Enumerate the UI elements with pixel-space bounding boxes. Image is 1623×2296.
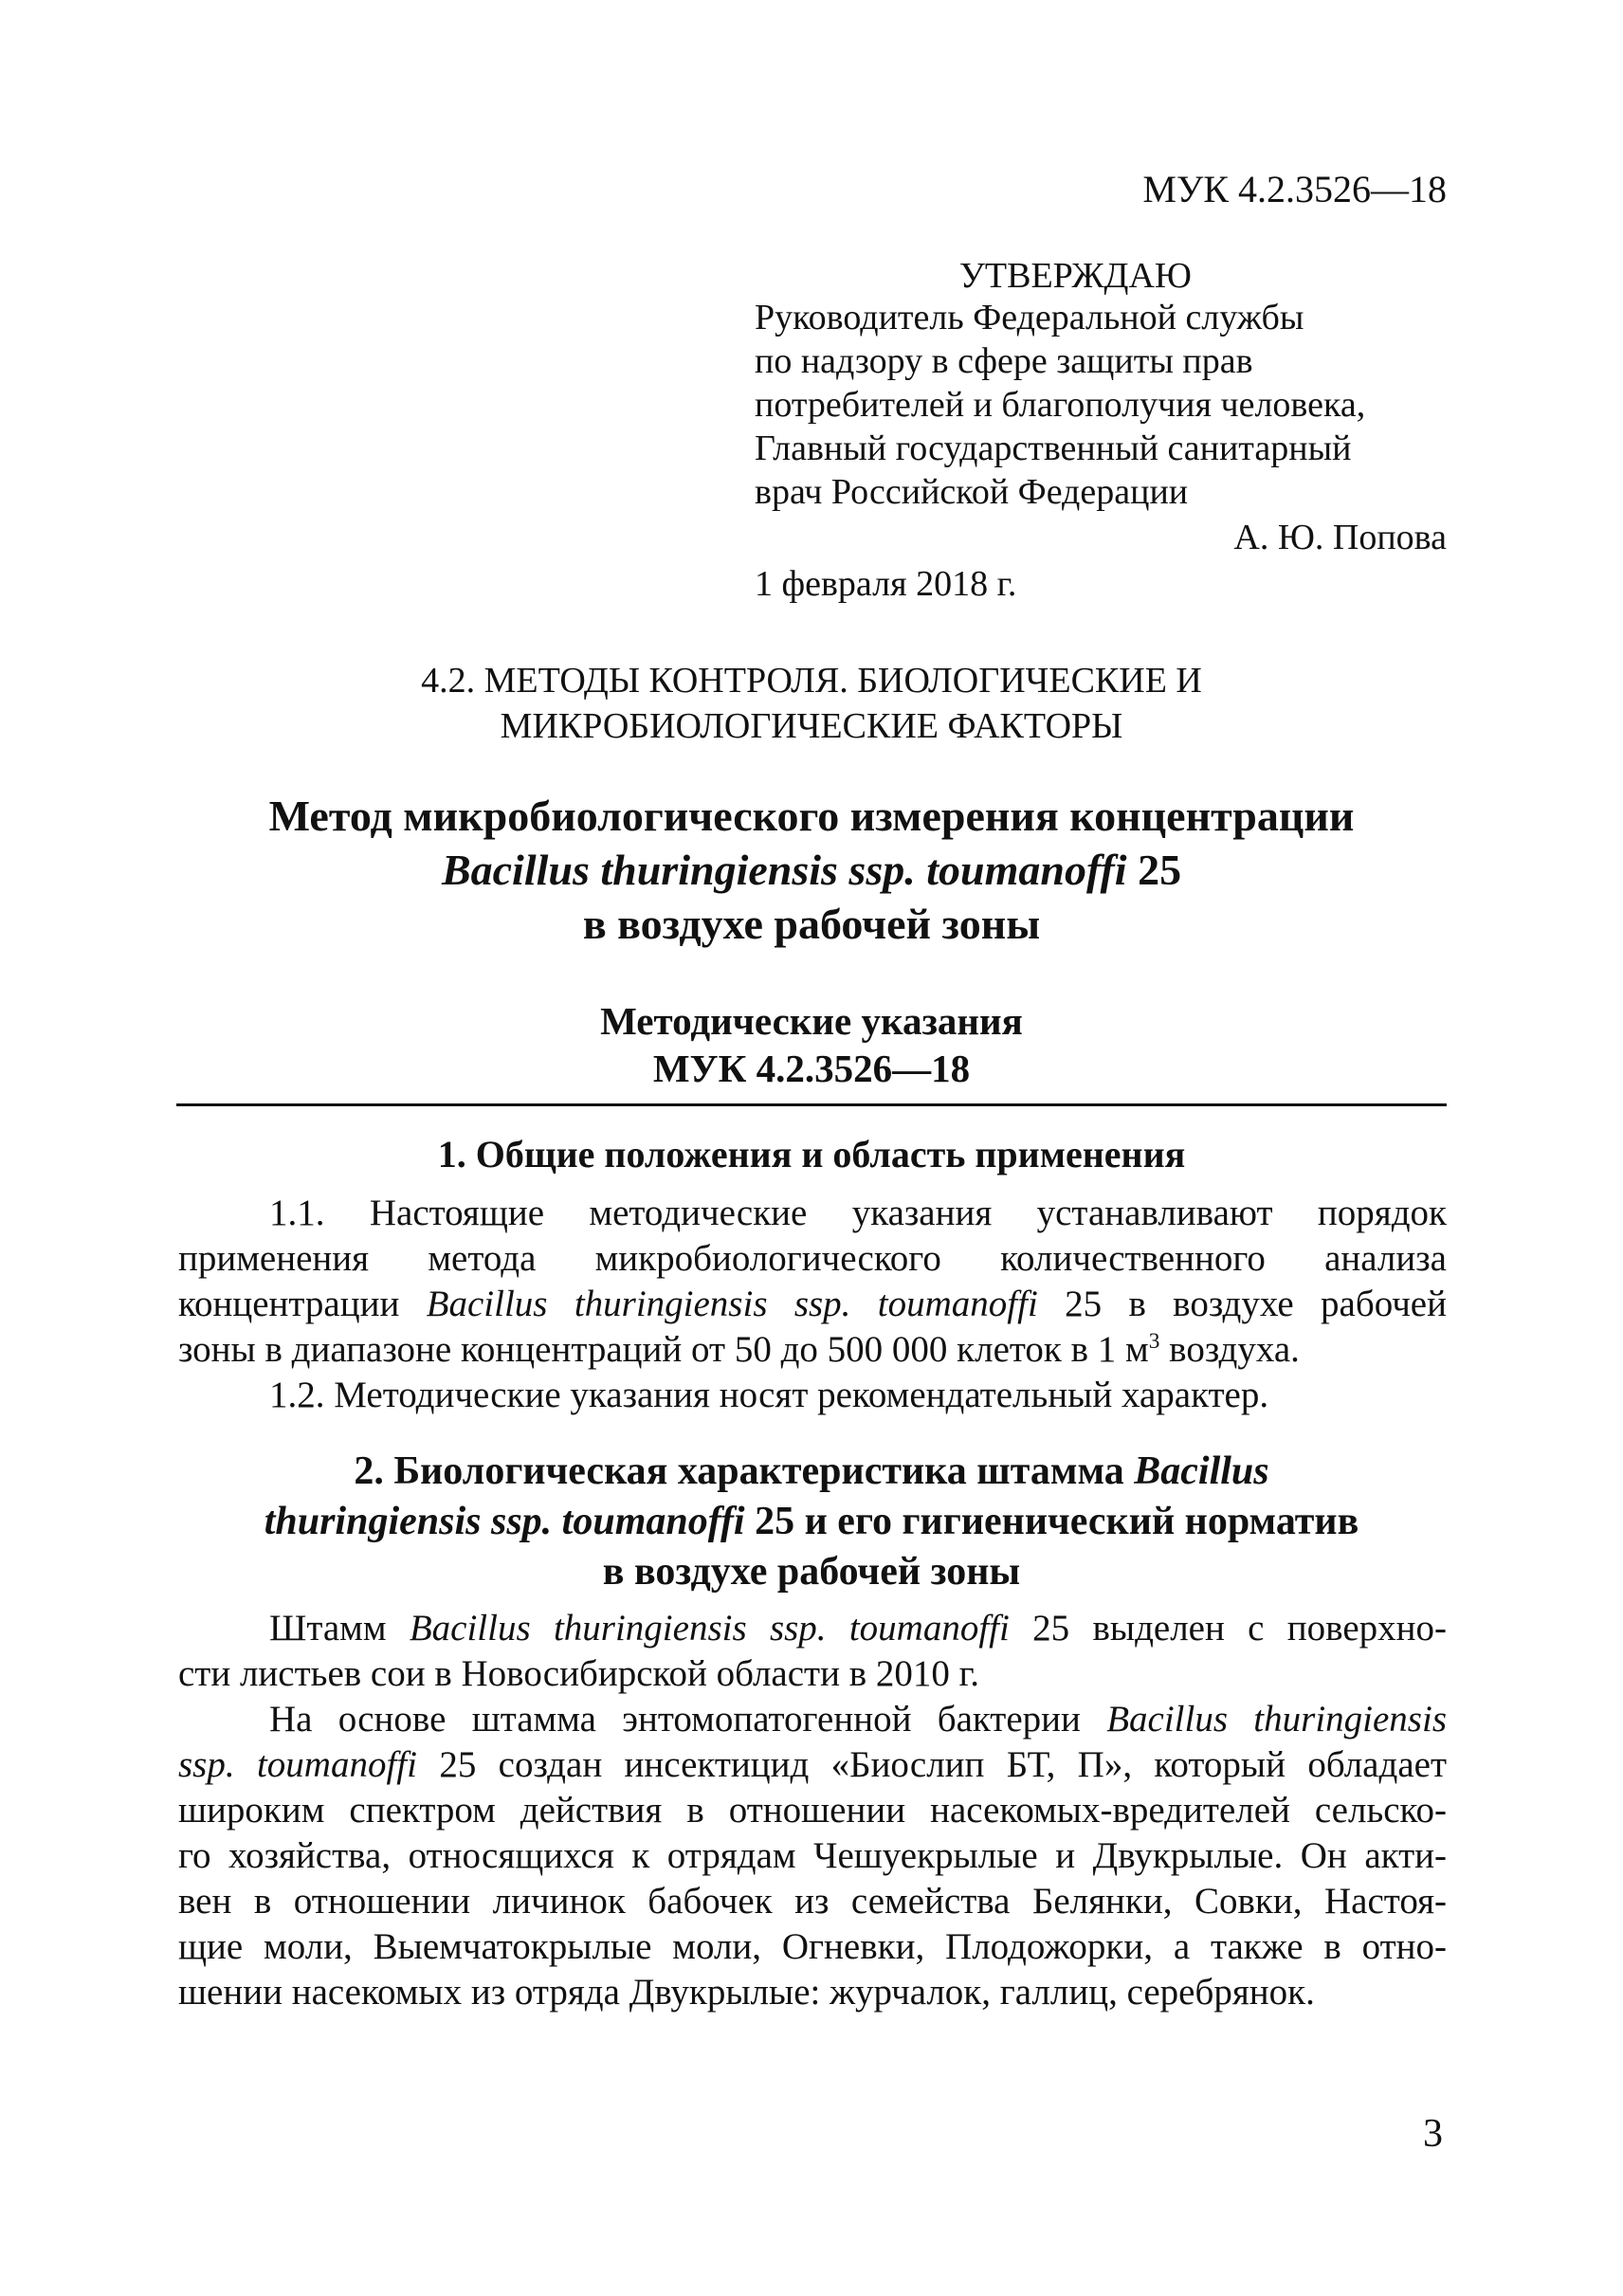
document-type: [161, 997, 1462, 1092]
heading-line: [161, 1497, 1462, 1547]
paragraph-line: применения метода микробиологического количественного анализа: [178, 1238, 1447, 1279]
approval-line: потребителей и благополучия человека,: [755, 385, 1366, 425]
paragraph-line: вен в отношении личинок бабочек из семейства Белянки, Совки, Настоя-: [178, 1881, 1447, 1922]
title-line: в воздухе рабочей зоны: [582, 900, 1041, 948]
approval-line: Руководитель Федеральной службы: [755, 298, 1304, 337]
approval-block: [755, 296, 1365, 514]
text-run: 25 выделен с поверхно-: [1009, 1608, 1447, 1649]
text-run: 2. Биологическая характеристика штамма: [354, 1449, 1135, 1493]
text-run: зоны в диапазоне концентраций от 50 до 500 000 клеток в 1 м: [178, 1329, 1149, 1370]
approval-line: Главный государственный санитарный: [755, 428, 1352, 468]
superscript: 3: [1148, 1329, 1160, 1354]
approval-line: врач Российской Федерации: [755, 472, 1189, 512]
text-run: воздуха.: [1159, 1329, 1300, 1370]
paragraph-line: 1.1. Настоящие методические указания устанавливают порядок: [269, 1193, 1447, 1233]
title-line: [161, 843, 1462, 897]
paragraph-line: шении насекомых из отряда Двукрылые: журчалок, галлиц, серебрянок.: [178, 1972, 1315, 2013]
heading-line: [161, 1447, 1462, 1497]
species-name: Bacillus thuringiensis ssp. toumanoffi: [409, 1608, 1010, 1649]
paragraph-line: [178, 1742, 1447, 1788]
paragraph-line: 1.2. Методические указания носят рекомендательный характер.: [269, 1375, 1269, 1415]
document-type-label: Методические указания: [600, 999, 1023, 1043]
paragraph-line: щие моли, Выемчатокрылые моли, Огневки, Плодожорки, а также в отно-: [178, 1926, 1447, 1967]
paragraph-line: широким спектром действия в отношении насекомых-вредителей сельско-: [178, 1790, 1447, 1831]
text-run: 25 создан инсектицид «Биослип БТ, П», который обладает: [416, 1744, 1447, 1785]
page-number: 3: [1423, 2112, 1443, 2156]
species-name: thuringiensis ssp. toumanoffi: [264, 1500, 745, 1543]
section-2-heading: [161, 1447, 1462, 1597]
text-run: концентрации: [178, 1284, 427, 1324]
paragraph-line: [178, 1327, 1447, 1373]
section-heading-line: 4.2. МЕТОДЫ КОНТРОЛЯ. БИОЛОГИЧЕСКИЕ И: [421, 661, 1202, 701]
document-code-header: МУК 4.2.3526—18: [1142, 168, 1447, 210]
species-name: Bacillus: [1134, 1449, 1269, 1493]
paragraph-line: [178, 1606, 1447, 1651]
text-run: На основе штамма энтомопатогенной бактерии: [269, 1699, 1107, 1740]
text-run: 25 и его гигиенический норматив: [744, 1500, 1359, 1543]
section-1-heading: 1. Общие положения и область применения: [437, 1133, 1186, 1175]
approval-line: по надзору в сфере защиты прав: [755, 341, 1253, 381]
section-heading: [161, 658, 1462, 749]
section-1-body: [178, 1191, 1447, 1418]
paragraph-line: [178, 1697, 1447, 1742]
document-type-code: МУК 4.2.3526—18: [652, 1047, 971, 1090]
text-run: 25 в воздухе рабочей: [1037, 1284, 1447, 1324]
strain-number: 25: [1126, 846, 1182, 894]
heading-line: в воздухе рабочей зоны: [602, 1550, 1021, 1594]
title-line: Метод микробиологического измерения концентрации: [268, 792, 1355, 840]
section-heading-line: МИКРОБИОЛОГИЧЕСКИЕ ФАКТОРЫ: [500, 706, 1123, 746]
divider-rule: [176, 1103, 1447, 1106]
paragraph-line: сти листьев сои в Новосибирской области в 2010 г.: [178, 1653, 979, 1694]
paragraph-line: [178, 1282, 1447, 1327]
signatory-name: А. Ю. Попова: [1233, 518, 1447, 557]
species-name: Bacillus thuringiensis: [1106, 1699, 1447, 1740]
document-title: [161, 789, 1462, 951]
species-name: ssp. toumanoffi: [178, 1744, 417, 1785]
text-run: Штамм: [269, 1608, 410, 1649]
approval-date: 1 февраля 2018 г.: [755, 564, 1017, 604]
approval-heading: УТВЕРЖДАЮ: [959, 256, 1192, 296]
paragraph-line: го хозяйства, относящихся к отрядам Чешуекрылые и Двукрылые. Он акти-: [178, 1835, 1447, 1876]
species-name: Bacillus thuringiensis ssp. toumanoffi: [426, 1284, 1038, 1324]
section-2-body: [178, 1606, 1447, 2015]
species-name: Bacillus thuringiensis ssp. toumanoffi: [441, 846, 1127, 894]
